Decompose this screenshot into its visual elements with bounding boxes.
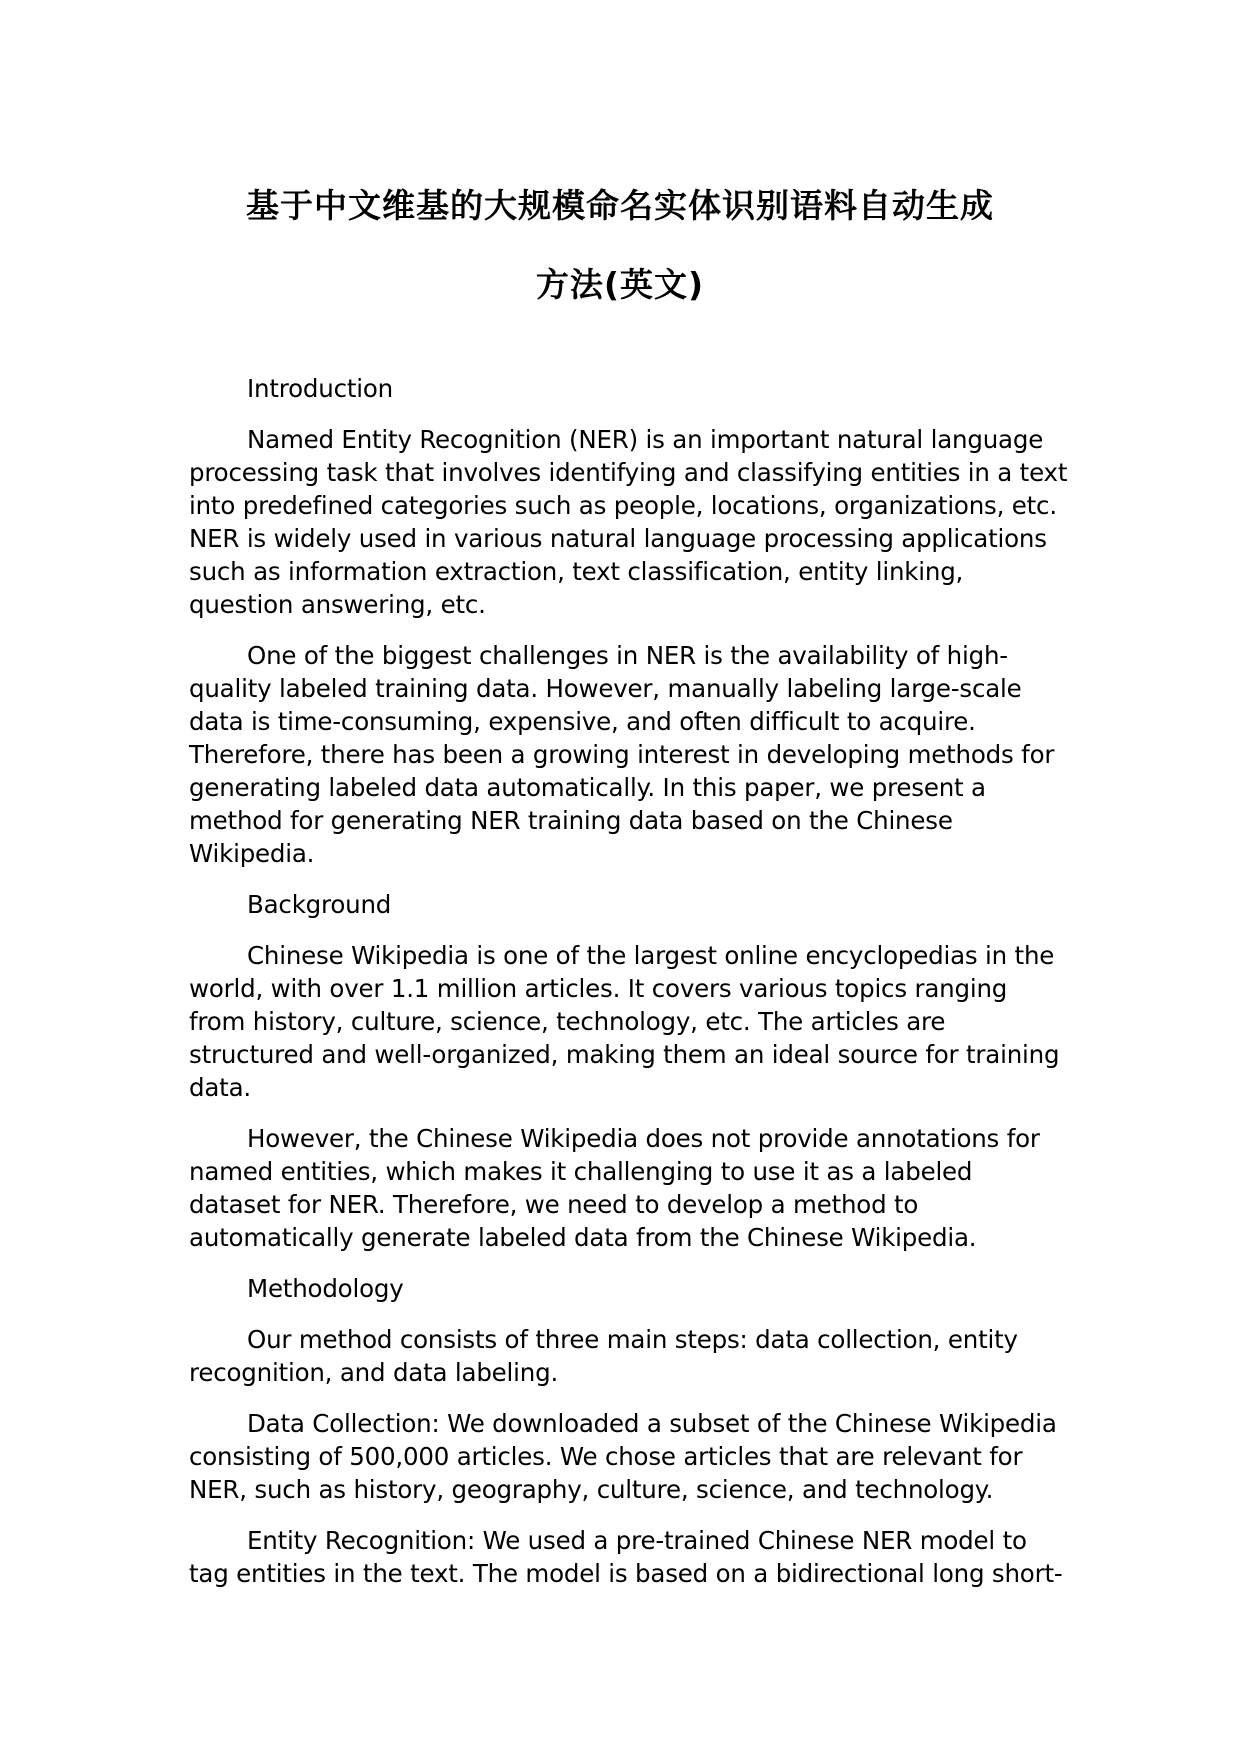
document-title-line-1: 基于中文维基的大规模命名实体识别语料自动生成 (246, 186, 994, 225)
section-heading-introduction: Introduction (247, 374, 393, 403)
paragraph-background-2: However, the Chinese Wikipedia does not provide annotations for named entities, which makes it challenging to use it as a labeled dataset for NER. Therefore, we need to develop a method to automatically generate labeled data from the Chinese Wikipedia. (189, 1124, 1040, 1252)
section-heading-methodology: Methodology (247, 1274, 404, 1303)
paragraph-methodology-1: Our method consists of three main steps: data collection, entity recognition, and data labeling. (189, 1325, 1018, 1387)
paragraph-background-1: Chinese Wikipedia is one of the largest online encyclopedias in the world, with over 1.1 million articles. It covers various topics ranging from history, culture, science, technology, etc. The articles are structured and well-organized, making them an ideal source for training data. (189, 941, 1060, 1102)
paragraph-intro-2: One of the biggest challenges in NER is the availability of high-quality labeled training data. However, manually labeling large-scale data is time-consuming, expensive, and often difficult to acquire. Therefore, there has been a growing interest in developing methods for generating labeled data automatically. In this paper, we present a method for generating NER training data based on the Chinese Wikipedia. (189, 641, 1055, 868)
section-heading-background: Background (247, 890, 392, 919)
paragraph-intro-1: Named Entity Recognition (NER) is an important natural language processing task that involves identifying and classifying entities in a text into predefined categories such as people, locations, organizations, etc. NER is widely used in various natural language processing applications such as information extraction, text classification, entity linking, question answering, etc. (189, 425, 1068, 619)
paragraph-methodology-3: Entity Recognition: We used a pre-trained Chinese NER model to tag entities in the text. The model is based on a bidirectional long short- (189, 1526, 1063, 1588)
paragraph-methodology-2: Data Collection: We downloaded a subset of the Chinese Wikipedia consisting of 500,000 articles. We chose articles that are relevant for NER, such as history, geography, culture, science, and technology. (189, 1409, 1057, 1504)
document-body (189, 372, 1069, 1608)
document-title-line-2: 方法(英文) (535, 265, 705, 304)
